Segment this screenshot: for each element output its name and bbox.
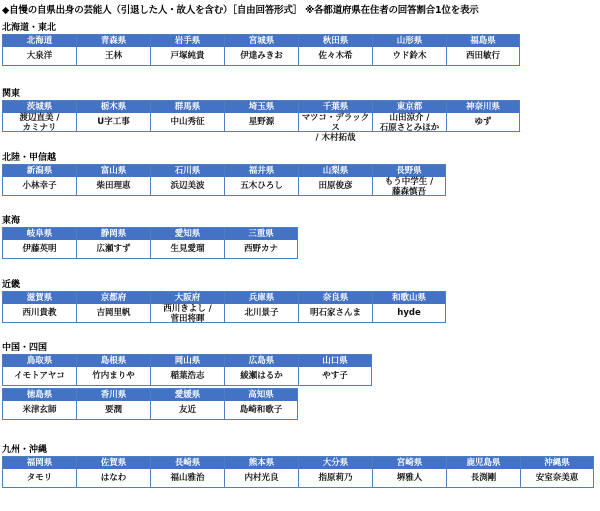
celebrity-name: 西野カナ [243,244,278,254]
prefecture-cell [150,291,224,323]
prefecture-name: 長崎県 [151,457,224,469]
prefecture-cell [76,291,150,323]
prefecture-cell [446,100,520,132]
prefecture-name: 新潟県 [3,165,76,177]
region-tokai [2,215,298,259]
celebrity-name: 戸塚純貴 [170,51,205,61]
prefecture-name: 福岡県 [3,457,76,469]
prefecture-name: 長野県 [373,165,445,177]
prefecture-cell [298,164,372,196]
prefecture-cell [2,34,76,66]
celebrity-name: 伊達みきお [240,51,283,61]
prefecture-cell [372,34,446,66]
celebrity-name: 堺雅人 [396,473,423,483]
celebrity-name: 大泉洋 [26,51,53,61]
prefecture-row [2,227,298,259]
prefecture-row [2,164,446,196]
prefecture-cell [2,100,76,132]
prefecture-cell [298,354,372,386]
prefecture-cell [224,100,298,132]
celebrity-name: 星野源 [248,117,275,127]
celebrity-name: 生見愛瑠 [170,244,205,254]
prefecture-name: 福井県 [225,165,298,177]
celebrity-name: マツコ・デラックス / 木村拓哉 [301,113,370,143]
celebrity-name: 明石家さんま [309,308,361,318]
prefecture-cell [150,34,224,66]
prefecture-cell [446,34,520,66]
prefecture-cell [224,456,298,488]
prefecture-name: 香川県 [77,389,150,401]
prefecture-cell [224,354,298,386]
prefecture-name: 大分県 [299,457,372,469]
celebrity-name: 西川きよし / 菅田将暉 [163,304,212,324]
prefecture-name: 滋賀県 [3,292,76,304]
prefecture-cell [76,227,150,259]
prefecture-name: 栃木県 [77,101,150,113]
celebrity-name: 伊藤英明 [22,244,57,254]
prefecture-name: 茨城県 [3,101,76,113]
region-kinki [2,279,446,323]
prefecture-name: 京都府 [77,292,150,304]
prefecture-cell [372,291,446,323]
prefecture-name: 鹿児島県 [447,457,520,469]
region-title: 近畿 [2,280,21,290]
prefecture-name: 三重県 [225,228,297,240]
prefecture-cell [76,164,150,196]
celebrity-name: 島崎和歌子 [239,405,283,415]
prefecture-cell [2,227,76,259]
prefecture-name: 東京都 [373,101,446,113]
prefecture-cell [2,388,76,420]
celebrity-name: 西田敏行 [465,51,500,61]
celebrity-name: 指原莉乃 [318,473,353,483]
prefecture-name: 鳥取県 [3,355,76,367]
prefecture-cell [2,164,76,196]
celebrity-name: 北川景子 [244,308,279,318]
prefecture-name: 石川県 [151,165,224,177]
prefecture-cell [76,34,150,66]
prefecture-cell [150,164,224,196]
region-hokkaido-tohoku [2,22,520,66]
prefecture-name: 高知県 [225,389,297,401]
region-chugoku-shikoku [2,342,372,420]
celebrity-name: 米津玄師 [22,405,57,415]
prefecture-row [2,354,372,386]
celebrity-name: 西川貴教 [22,308,57,318]
prefecture-cell [446,456,520,488]
celebrity-name: 友近 [178,405,196,415]
prefecture-name: 和歌山県 [373,292,445,304]
prefecture-cell [150,100,224,132]
prefecture-cell [224,388,298,420]
region-kanto [2,88,520,143]
celebrity-name: 稲葉浩志 [170,371,205,381]
prefecture-name: 大阪府 [151,292,224,304]
prefecture-cell [372,456,446,488]
prefecture-name: 熊本県 [225,457,298,469]
prefecture-name: 佐賀県 [77,457,150,469]
celebrity-name: 綾瀬はるか [240,371,283,381]
celebrity-name: 福山雅治 [170,473,205,483]
celebrity-name: 内村光良 [244,473,279,483]
prefecture-name: 群馬県 [151,101,224,113]
prefecture-cell [298,456,372,488]
region-title: 北海道・東北 [2,23,57,33]
celebrity-name: 山田涼介 / 石原さとみほか [379,113,440,133]
celebrity-name: タモリ [26,473,53,483]
prefecture-name: 山梨県 [299,165,372,177]
prefecture-name: 静岡県 [77,228,150,240]
celebrity-name: 浜辺美波 [170,181,205,191]
prefecture-name: 沖縄県 [521,457,593,469]
prefecture-name: 秋田県 [299,35,372,47]
prefecture-cell [150,354,224,386]
celebrity-name: 田原俊彦 [318,181,353,191]
prefecture-row [2,34,520,66]
prefecture-name: 神奈川県 [447,101,519,113]
region-title: 東海 [2,216,21,226]
celebrity-name: はなわ [100,473,127,483]
prefecture-cell [76,354,150,386]
prefecture-name: 福島県 [447,35,519,47]
prefecture-cell [150,227,224,259]
celebrity-name: 小林幸子 [22,181,57,191]
prefecture-cell [76,456,150,488]
prefecture-name: 岡山県 [151,355,224,367]
prefecture-name: 岐阜県 [3,228,76,240]
prefecture-cell [298,34,372,66]
prefecture-name: 富山県 [77,165,150,177]
celebrity-name: 中山秀征 [170,117,205,127]
prefecture-name: 青森県 [77,35,150,47]
prefecture-cell [76,100,150,132]
prefecture-cell [150,456,224,488]
celebrity-name: ゆず [474,117,492,127]
celebrity-name: 佐々木希 [318,51,353,61]
celebrity-name: ウド鈴木 [392,51,427,61]
prefecture-row [2,388,372,420]
prefecture-cell [2,354,76,386]
celebrity-name: 柴田理恵 [96,181,131,191]
celebrity-name: 王林 [104,51,122,61]
celebrity-name: 渡辺直美 / カミナリ [19,113,60,133]
prefecture-name: 山形県 [373,35,446,47]
prefecture-cell [224,164,298,196]
celebrity-name: 要潤 [104,405,122,415]
celebrity-name: 安室奈美恵 [535,473,579,483]
prefecture-name: 千葉県 [299,101,372,113]
prefecture-cell [372,164,446,196]
prefecture-row [2,100,520,143]
celebrity-name: 長渕剛 [470,473,497,483]
prefecture-cell [224,291,298,323]
prefecture-cell [372,100,446,132]
prefecture-name: 愛知県 [151,228,224,240]
celebrity-name: U字工事 [97,117,130,127]
prefecture-name: 愛媛県 [151,389,224,401]
prefecture-name: 島根県 [77,355,150,367]
celebrity-name: 竹内まりや [92,371,135,381]
region-kyushu-okinawa [2,444,594,488]
prefecture-name: 山口県 [299,355,371,367]
prefecture-name: 埼玉県 [225,101,298,113]
prefecture-cell [298,100,372,143]
region-title: 北陸・甲信越 [2,153,57,163]
celebrity-name: 五木ひろし [240,181,283,191]
prefecture-cell [224,227,298,259]
prefecture-cell [150,388,224,420]
prefecture-cell [224,34,298,66]
prefecture-name: 兵庫県 [225,292,298,304]
prefecture-name: 北海道 [3,35,76,47]
region-hokuriku-koshinetsu [2,152,446,196]
page-title: ◆自慢の自県出身の芸能人（引退した人・故人を含む）［自由回答形式］ ※各都道府県在住者の回答割合1位を表示 [2,5,479,16]
prefecture-cell [520,456,594,488]
prefecture-name: 宮崎県 [373,457,446,469]
prefecture-row [2,456,594,488]
region-title: 九州・沖縄 [2,445,48,455]
celebrity-name: イモトアヤコ [14,371,65,381]
celebrity-name: もう中学生 / 藤森慎吾 [384,177,434,197]
prefecture-row [2,291,446,323]
prefecture-name: 広島県 [225,355,298,367]
prefecture-name: 宮城県 [225,35,298,47]
region-title: 中国・四国 [2,343,48,353]
celebrity-name: やす子 [322,371,348,381]
prefecture-cell [298,291,372,323]
prefecture-name: 徳島県 [3,389,76,401]
prefecture-cell [76,388,150,420]
celebrity-name: 広瀬すず [96,244,131,254]
region-title: 関東 [2,89,21,99]
prefecture-cell [2,456,76,488]
prefecture-cell [2,291,76,323]
prefecture-name: 奈良県 [299,292,372,304]
prefecture-name: 岩手県 [151,35,224,47]
celebrity-name: 吉岡里帆 [96,308,131,318]
celebrity-name: hyde [397,308,421,318]
